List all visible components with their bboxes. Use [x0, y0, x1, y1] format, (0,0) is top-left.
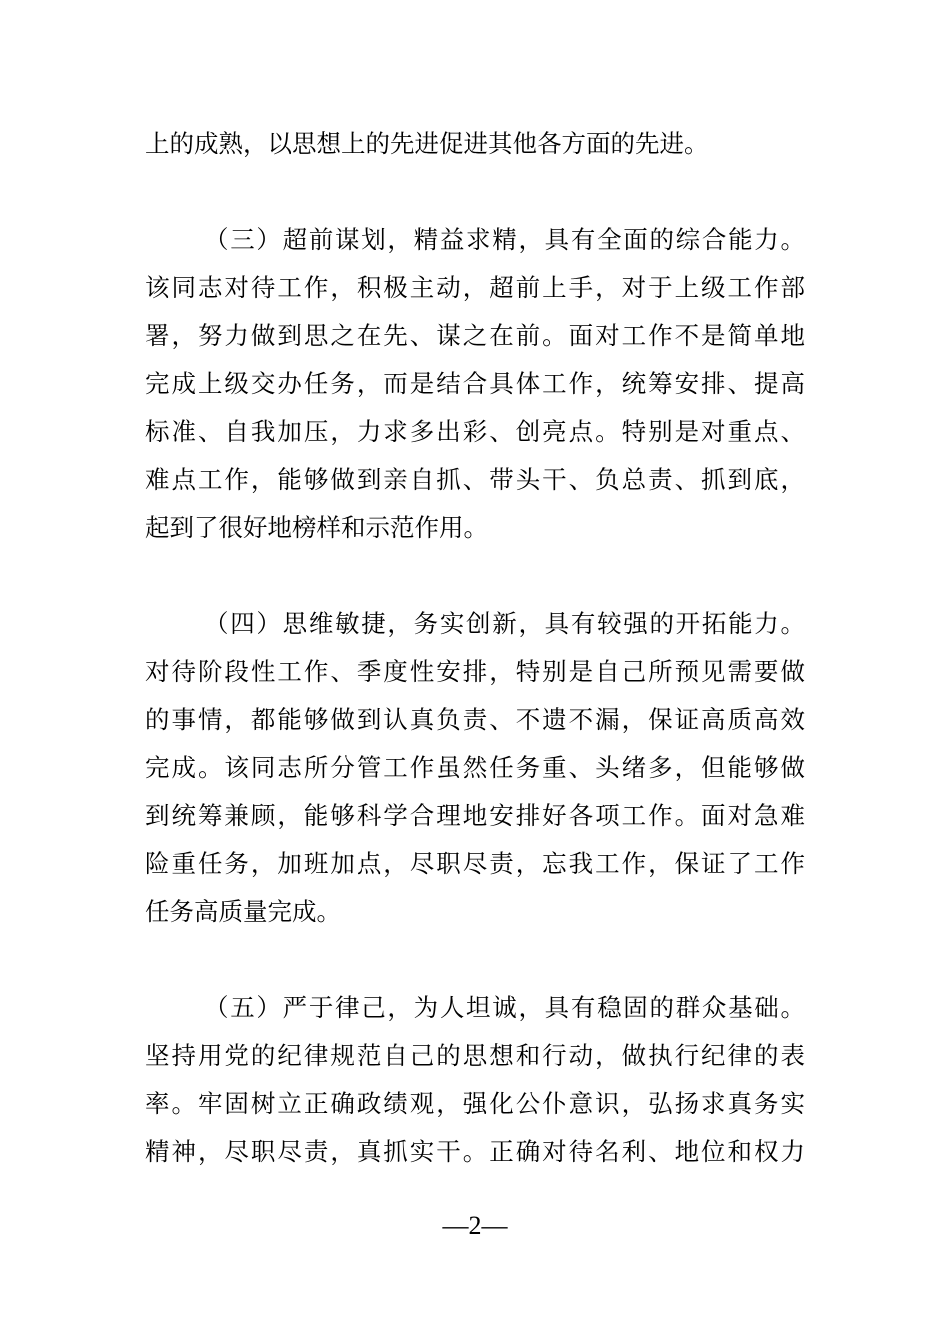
paragraph-line: 坚持用党的纪律规范自己的思想和行动，做执行纪律的表 — [145, 1041, 805, 1070]
section-heading-3: （三）超前谋划，精益求精，具有全面的综合能力。 — [204, 225, 805, 254]
paragraph-line: 完成。该同志所分管工作虽然任务重、头绪多，但能够做 — [145, 753, 805, 782]
paragraph-line: 对待阶段性工作、季度性安排，特别是自己所预见需要做 — [145, 657, 805, 686]
paragraph-line: 到统筹兼顾，能够科学合理地安排好各项工作。面对急难 — [145, 801, 805, 830]
section-heading-5: （五）严于律己，为人坦诚，具有稳固的群众基础。 — [204, 993, 805, 1022]
paragraph-line: 率。牢固树立正确政绩观，强化公仆意识，弘扬求真务实 — [145, 1089, 805, 1118]
paragraph-line: 难点工作，能够做到亲自抓、带头干、负总责、抓到底， — [145, 465, 805, 494]
paragraph-line: 标准、自我加压，力求多出彩、创亮点。特别是对重点、 — [145, 417, 805, 446]
paragraph-line: 精神，尽职尽责，真抓实干。正确对待名利、地位和权力 — [145, 1137, 805, 1166]
paragraph-line: 署，努力做到思之在先、谋之在前。面对工作不是简单地 — [145, 321, 805, 350]
page-number: —2— — [442, 1211, 508, 1240]
paragraph-line: 该同志对待工作，积极主动，超前上手，对于上级工作部 — [145, 273, 805, 302]
paragraph-line: 险重任务，加班加点，尽职尽责，忘我工作，保证了工作 — [145, 849, 805, 878]
paragraph-line: 上的成熟，以思想上的先进促进其他各方面的先进。 — [145, 129, 709, 158]
paragraph-line: 完成上级交办任务，而是结合具体工作，统筹安排、提高 — [145, 369, 805, 398]
section-heading-4: （四）思维敏捷，务实创新，具有较强的开拓能力。 — [204, 609, 805, 638]
paragraph-line: 起到了很好地榜样和示范作用。 — [145, 513, 488, 542]
paragraph-line: 任务高质量完成。 — [145, 897, 341, 926]
paragraph-line: 的事情，都能够做到认真负责、不遗不漏，保证高质高效 — [145, 705, 805, 734]
